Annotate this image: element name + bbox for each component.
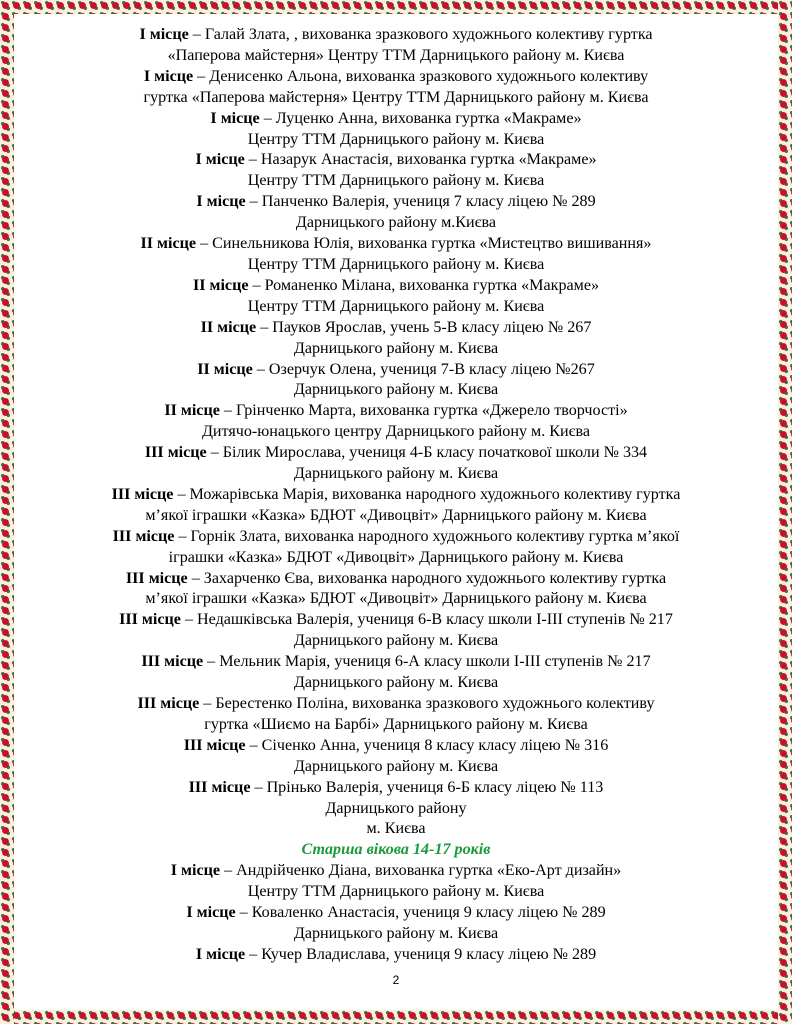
award-line (30, 318, 762, 339)
continuation-line: Дарницького району м. Києва (293, 465, 499, 483)
participant-text: – Захарченко Єва, вихованка народного художнього колективу гуртка (187, 569, 667, 587)
place-label: ІІІ місце (141, 653, 204, 671)
participant-text: – Кучер Владислава, учениця 9 класу ліцею № 289 (245, 945, 597, 963)
award-line (30, 778, 762, 799)
participant-text: – Панченко Валерія, учениця 7 класу ліцею № 289 (245, 193, 596, 211)
continuation-line: Центру ТТМ Дарницького району м. Києва (247, 172, 545, 190)
place-label: ІІ місце (200, 318, 257, 336)
award-line (30, 652, 762, 673)
award-line (30, 694, 762, 715)
continuation-line: Центру ТТМ Дарницького району м. Києва (247, 297, 545, 315)
participant-text: – Прінько Валерія, учениця 6-Б класу ліцею № 113 (250, 778, 604, 796)
award-line (30, 945, 762, 966)
award-line (30, 150, 762, 171)
award-line (30, 527, 762, 548)
continuation-line: Дарницького району м. Києва (293, 757, 499, 775)
continuation-line: гуртка «Паперова майстерня» Центру ТТМ Дарницького району м. Києва (143, 88, 649, 106)
decorative-border-top (0, 0, 792, 14)
place-label: І місце (143, 67, 194, 85)
decorative-border-right (778, 0, 792, 1024)
place-label: ІІІ місце (119, 611, 181, 629)
participant-text: – Синельникова Юлія, вихованка гуртка «Мистецтво вишивання» (196, 235, 652, 253)
award-line (30, 192, 762, 213)
participant-text: – Горнік Злата, вихованка народного художнього колективу гуртка м’якої (174, 527, 680, 545)
continuation-line: Дарницького району м. Києва (293, 674, 499, 692)
place-label: ІІ місце (197, 360, 253, 378)
award-line (30, 903, 762, 924)
award-line (30, 360, 762, 381)
award-line (30, 610, 762, 631)
award-line (30, 109, 762, 130)
participant-text: – Мельник Марія, учениця 6-А класу школи І-ІІІ ступенів № 217 (203, 653, 651, 671)
participant-text: – Можарівська Марія, вихованка народного художнього колективу гуртка (173, 485, 681, 503)
award-line (30, 234, 762, 255)
participant-text: – Берестенко Поліна, вихованка зразкового художнього колективу (199, 695, 655, 712)
place-label: ІІІ місце (144, 444, 207, 462)
participant-text: – Луценко Анна, вихованка гуртка «Макраме» (259, 109, 582, 127)
continuation-line: Дарницького району м. Києва (293, 632, 499, 650)
place-label: ІІІ місце (111, 485, 174, 503)
participant-text: – Галай Злата, , вихованка зразкового художнього колективу гуртка (188, 26, 653, 43)
place-label: І місце (170, 862, 221, 880)
participant-text: – Андрійченко Діана, вихованка гуртка «Еко-Арт дизайн» (220, 862, 622, 880)
participant-text: – Назарук Анастасія, вихованка гуртка «Макраме» (244, 151, 597, 169)
participant-text: – Грінченко Марта, вихованка гуртка «Джерело творчості» (219, 402, 628, 420)
place-label: ІІІ місце (112, 527, 175, 545)
participant-text: – Січенко Анна, учениця 8 класу класу ліцею № 316 (245, 736, 609, 754)
award-line (30, 67, 762, 88)
participant-text: – Недашківська Валерія, учениця 6-В класу школи І-ІІІ ступенів № 217 (180, 611, 673, 629)
continuation-line: іграшки «Казка» БДЮТ «Дивоцвіт» Дарницького району м. Києва (168, 548, 624, 566)
continuation-line: Дарницького району (325, 799, 467, 817)
decorative-border-left (0, 0, 14, 1024)
participant-text: – Денисенко Альона, вихованка зразкового художнього колективу (193, 67, 649, 85)
continuation-line: «Паперова майстерня» Центру ТТМ Дарницького району м. Києва (167, 46, 625, 64)
place-label: І місце (196, 193, 246, 211)
place-label: І місце (210, 109, 260, 127)
continuation-line: гуртка «Шиємо на Барбі» Дарницького району м. Києва (204, 715, 588, 733)
place-label: ІІ місце (192, 276, 249, 294)
section-title: Старша вікова 14-17 років (301, 841, 491, 859)
award-line (30, 569, 762, 590)
continuation-line: Дарницького району м. Києва (293, 381, 499, 399)
award-line (30, 736, 762, 757)
place-label: ІІІ місце (188, 778, 251, 796)
award-line (30, 443, 762, 464)
continuation-line: Дарницького району м. Києва (293, 339, 499, 357)
participant-text: – Білик Мирослава, учениця 4-Б класу початкової школи № 334 (206, 444, 648, 462)
award-line (30, 401, 762, 422)
continuation-line: Дарницького району м.Києва (295, 214, 497, 232)
award-line (30, 485, 762, 506)
place-label: ІІІ місце (137, 695, 200, 712)
continuation-line: м’якої іграшки «Казка» БДЮТ «Дивоцвіт» Дарницького району м. Києва (145, 506, 647, 524)
page-number: 2 (392, 973, 400, 987)
participant-text: – Пауков Ярослав, учень 5-В класу ліцею № 267 (256, 318, 592, 336)
continuation-line: Дарницького району м. Києва (293, 924, 499, 942)
continuation-line: Центру ТТМ Дарницького району м. Києва (247, 883, 545, 901)
participant-text: – Озерчук Олена, учениця 7-В класу ліцею №267 (252, 360, 595, 378)
continuation-line: м’якої іграшки «Казка» БДЮТ «Дивоцвіт» Дарницького району м. Києва (145, 590, 647, 608)
award-line (30, 25, 762, 46)
participant-text: – Коваленко Анастасія, учениця 9 класу ліцею № 289 (235, 904, 606, 922)
place-label: І місце (139, 26, 189, 43)
place-label: І місце (186, 904, 236, 922)
place-label: І місце (195, 945, 246, 963)
decorative-border-bottom (0, 1010, 792, 1024)
continuation-line: м. Києва (366, 820, 426, 838)
place-label: ІІІ місце (183, 736, 246, 754)
continuation-line: Центру ТТМ Дарницького району м. Києва (247, 255, 545, 273)
place-label: ІІІ місце (125, 569, 188, 587)
place-label: І місце (195, 151, 245, 169)
participant-text: – Романенко Мілана, вихованка гуртка «Макраме» (248, 276, 600, 294)
award-line (30, 861, 762, 882)
results-list (30, 25, 762, 966)
continuation-line: Центру ТТМ Дарницького району м. Києва (247, 130, 545, 148)
place-label: ІІ місце (164, 402, 220, 420)
continuation-line: Дитячо-юнацького центру Дарницького району м. Києва (201, 423, 591, 441)
award-line (30, 276, 762, 297)
place-label: ІІ місце (140, 235, 197, 253)
